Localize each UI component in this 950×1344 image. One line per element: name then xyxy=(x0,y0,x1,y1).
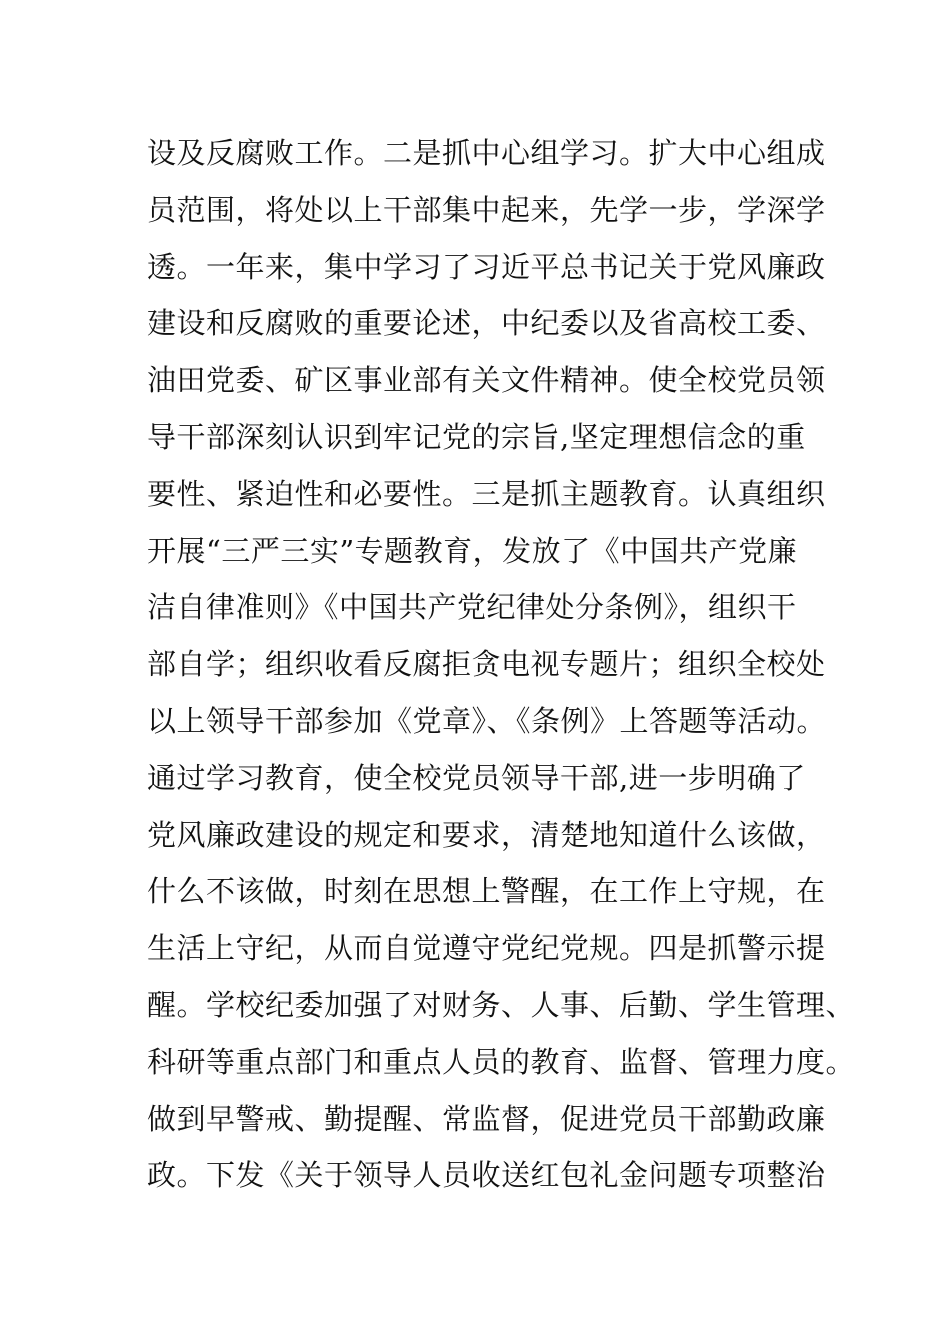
text-line-16: 醒。学校纪委加强了对财务、人事、后勤、学生管理、 xyxy=(147,987,856,1022)
text-line-17: 科研等重点部门和重点人员的教育、监督、管理力度。 xyxy=(147,1044,856,1079)
body-paragraph xyxy=(147,131,856,1210)
text-line-4: 建设和反腐败的重要论述，中纪委以及省高校工委、 xyxy=(147,306,826,341)
text-line-18: 做到早警戒、勤提醒、常监督，促进党员干部勤政廉 xyxy=(147,1101,826,1136)
text-line-9: 洁自律准则》《中国共产党纪律处分条例》，组织干 xyxy=(147,590,797,625)
text-line-10: 部自学；组织收看反腐拒贪电视专题片；组织全校处 xyxy=(147,647,826,682)
text-line-3: 透。一年来，集中学习了习近平总书记关于党风廉政 xyxy=(147,249,826,284)
text-line-6: 导干部深刻认识到牢记党的宗旨,坚定理想信念的重 xyxy=(147,419,806,454)
text-line-5: 油田党委、矿区事业部有关文件精神。使全校党员领 xyxy=(147,363,826,398)
text-line-1: 设及反腐败工作。二是抓中心组学习。扩大中心组成 xyxy=(147,136,826,170)
text-line-2: 员范围，将处以上干部集中起来，先学一步，学深学 xyxy=(147,192,826,227)
text-line-19: 政。下发《关于领导人员收送红包礼金问题专项整治 xyxy=(147,1158,826,1193)
text-line-14: 什么不该做，时刻在思想上警醒，在工作上守规，在 xyxy=(147,874,826,909)
text-line-12: 通过学习教育，使全校党员领导干部,进一步明确了 xyxy=(147,760,806,795)
text-line-11: 以上领导干部参加《党章》、《条例》上答题等活动。 xyxy=(147,703,827,738)
text-line-13: 党风廉政建设的规定和要求，清楚地知道什么该做， xyxy=(147,817,826,852)
text-line-15: 生活上守纪，从而自觉遵守党纪党规。四是抓警示提 xyxy=(147,931,826,966)
text-line-7: 要性、紧迫性和必要性。三是抓主题教育。认真组织 xyxy=(147,476,826,511)
text-line-8: 开展“三严三实”专题教育，发放了《中国共产党廉 xyxy=(147,533,798,568)
